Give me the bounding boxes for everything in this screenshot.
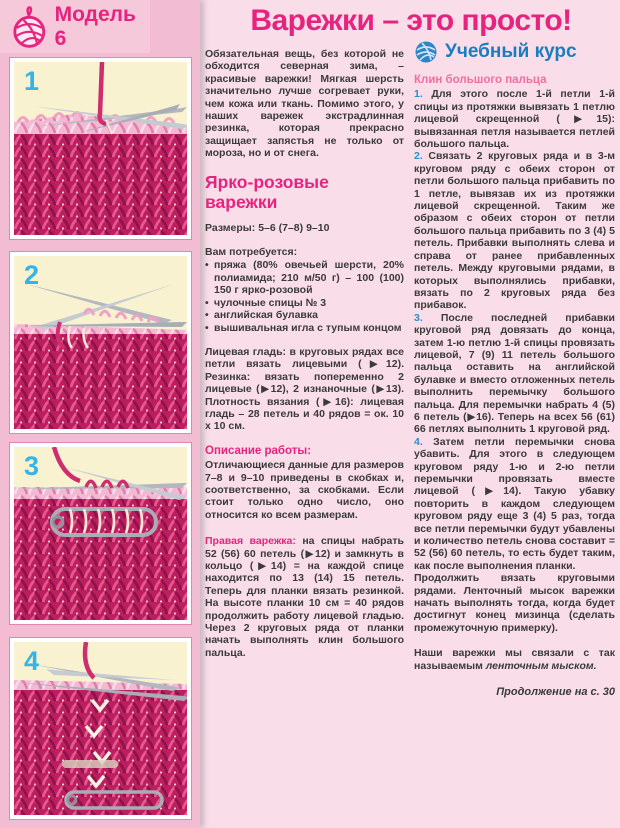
yarn-ball-blue-icon bbox=[414, 40, 438, 64]
note-paragraph bbox=[414, 647, 615, 672]
thumb-gusset-subheading: Клин большого пальца bbox=[414, 74, 547, 86]
panel-number-1: 1 bbox=[24, 66, 40, 96]
sizes-label: Размеры: bbox=[205, 221, 256, 234]
illustration-step-4 bbox=[10, 638, 191, 819]
yarn-ball-icon bbox=[10, 2, 49, 52]
materials-label: Вам потребуется: bbox=[205, 246, 298, 259]
list-item: • вышивальная игла с тупым концом bbox=[205, 322, 404, 334]
sizes-value: 5–6 (7–8) 9–10 bbox=[255, 221, 330, 234]
step-number: 1. bbox=[414, 88, 423, 101]
step-1 bbox=[414, 88, 615, 150]
panel-number-2: 2 bbox=[24, 260, 40, 290]
step-number: 4. bbox=[414, 435, 423, 448]
model-badge bbox=[0, 0, 150, 53]
knitting-illustration-2 bbox=[14, 256, 187, 429]
step-text: После последней прибавки круговой ряд довязать до конца, затем 1-ю петлю 1-й спицы провязать лицевой, 7 (9) 11 петель большого пальца оставить на английской булавке и вместо отложенных петель выполнить перемычку большого пальца. Для перемычки набрать 4 (5) 6 петель (▶16). Теперь на всех 56 (61) 66 петлях выполнить 1 круговой ряд. bbox=[414, 311, 615, 436]
note-italic: ленточным мыском. bbox=[485, 659, 597, 672]
work-description-text: Отличающиеся данные для размеров 7–8 и 9–10 приведены в скобках и, соответственно, за скобками. Если стоит только одно число, оно относится ко всем размерам. bbox=[205, 459, 404, 521]
course-header bbox=[414, 40, 615, 64]
step-number: 3. bbox=[414, 311, 423, 324]
technique-text: вязать попеременно 2 лицевые (▶12), 2 изнаночные (▶13). bbox=[205, 370, 404, 396]
step-text: Для этого после 1-й петли 1-й спицы из протяжки вывязать 1 петлю лицевой скрещенной (▶15): вывязанная петля называется петлей большого пальца. bbox=[414, 88, 615, 151]
illustration-step-2 bbox=[10, 252, 191, 433]
list-item: • чулочные спицы № 3 bbox=[205, 297, 404, 309]
list-item: • пряжа (80% овечьей шерсти, 20% полиамида; 210 м/50 г) – 100 (100) 150 г ярко-розовой bbox=[205, 259, 404, 296]
page-title: Варежки – это просто! bbox=[250, 4, 572, 37]
knitting-illustration-1 bbox=[14, 62, 187, 235]
right-mitten-label: Правая варежка: bbox=[205, 535, 296, 548]
course-title: Учебный курс bbox=[445, 40, 577, 62]
knitting-illustration-4 bbox=[14, 642, 187, 815]
technique-paragraph bbox=[205, 346, 404, 433]
right-column bbox=[414, 40, 615, 699]
technique-label: Резинка: bbox=[205, 370, 251, 383]
technique-label: Плотность вязания bbox=[205, 395, 310, 408]
step-3 bbox=[414, 312, 615, 436]
step-text: Связать 2 круговых ряда и в 3-м круговом ряду с обеих сторон от петли большого пальца прибавить по 1 петле, вывязав их из протяжки лицевой скрещенной. Таким же образом с обеих сторон от петли большого пальца прибавить по 3 (4) 5 петель. Прибавки выполнять слева и справа от ранее прибавленных петель. Между круговыми рядами, в которых выполнялись прибавки, вязать по 2 круговых ряда без прибавок. bbox=[414, 150, 615, 312]
middle-column bbox=[205, 48, 404, 671]
right-mitten-text: на спицы набрать 52 (56) 60 петель (▶12) и замкнуть в кольцо (▶14) = на каждой спице находится по 13 (14) 15 петель. Теперь для планки вязать резинкой. На высоте планки 10 см = 40 рядов продолжить работу лицевой гладью. Через 2 круговых ряда от планки начать выполнять клин большого пальца. bbox=[205, 535, 404, 659]
note-text: Наши варежки мы связали с так называемым bbox=[414, 647, 615, 672]
knitting-illustration-3 bbox=[14, 447, 187, 620]
illustration-step-3 bbox=[10, 443, 191, 624]
step-4 bbox=[414, 436, 615, 572]
model-label: Модель 6 bbox=[54, 2, 136, 50]
panel-number-3: 3 bbox=[24, 451, 40, 481]
step-2 bbox=[414, 150, 615, 311]
steps-list bbox=[414, 88, 615, 572]
intro-paragraph: Обязательная вещь, без которой не обходится северная зима, – красивые варежки! Мягкая шерсть значительно лучше согревает руки, чем кожа или ткань. Помимо этого, у наших варежек экстрадлинная резинка, которая прекрасно защищает запястья не только от мороза, но и от снега. bbox=[205, 48, 404, 160]
illustration-step-1 bbox=[10, 58, 191, 239]
right-mitten-paragraph bbox=[205, 535, 404, 659]
step-number: 2. bbox=[414, 150, 423, 163]
materials-list bbox=[205, 259, 404, 333]
list-item: • английская булавка bbox=[205, 309, 404, 321]
section-title: Ярко-розовые варежки bbox=[205, 171, 329, 212]
continuation-note: Продолжение на с. 30 bbox=[496, 686, 615, 699]
panel-number-4: 4 bbox=[24, 646, 40, 676]
step-text: Затем петли перемычки снова убавить. Для этого в следующем круговом ряду 1-ю и 2-ю петли перемычки провязать вместе лицевой (▶14). Такую убавку повторить в каждом следующем круговом ряду еще 3 (4) 5 раз, тогда все петли перемычки будут убавлены и количество петель снова составит = 52 (56) 60 петель, то есть будет таким, как после выполнения планки. bbox=[414, 435, 615, 572]
sizes-line bbox=[205, 222, 404, 234]
technique-text: в круговых рядах все петли вязать лицевыми (▶12). bbox=[205, 345, 404, 371]
work-description-title: Описание работы: bbox=[205, 444, 312, 457]
closing-paragraph: Продолжить вязать круговыми рядами. Ленточный мысок варежки начать выполнять тогда, когда будет достигнут конец мизинца (сделать промежуточную примерку). bbox=[414, 572, 615, 634]
technique-text: (▶16): лицевая гладь – 28 петель и 40 рядов = ок. 10 x 10 см. bbox=[205, 395, 405, 433]
technique-label: Лицевая гладь: bbox=[205, 345, 287, 358]
